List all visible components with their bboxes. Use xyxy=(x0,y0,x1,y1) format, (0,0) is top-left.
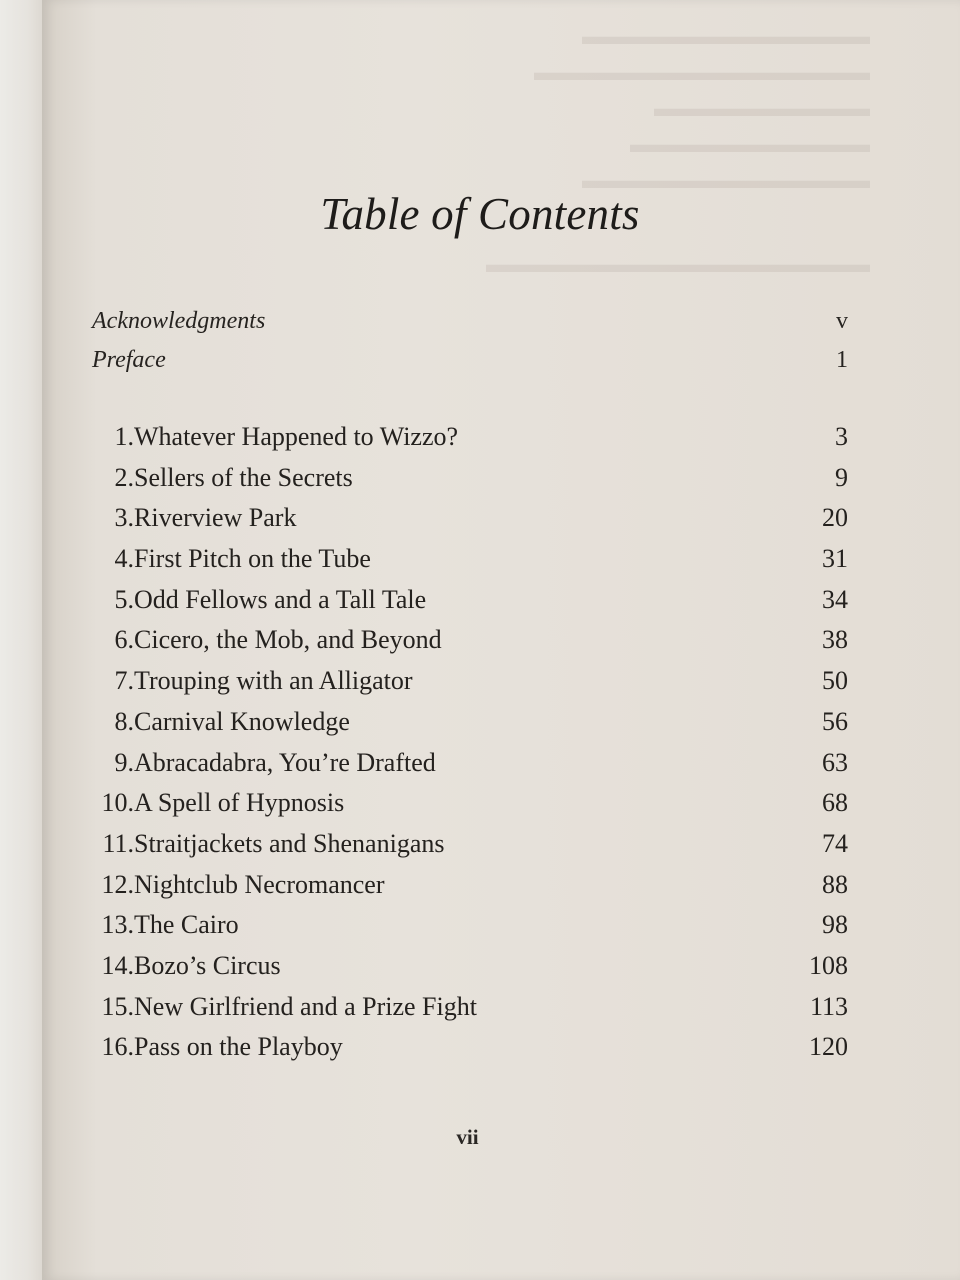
chapter-title: Whatever Happened to Wizzo? xyxy=(134,422,459,451)
chapter-page: 120 xyxy=(809,1032,848,1062)
front-matter-page: 1 xyxy=(836,347,848,373)
chapter-title: Cicero, the Mob, and Beyond xyxy=(134,625,442,655)
chapter-page: 9 xyxy=(835,462,848,492)
front-matter-page: v xyxy=(836,308,848,334)
chapter-title: Trouping with an Alligator xyxy=(134,666,413,696)
chapter-title: Riverview Park xyxy=(134,503,297,533)
chapter-title: Odd Fellows and a Tall Tale xyxy=(134,584,427,614)
front-matter-label: Acknowledgments xyxy=(92,308,266,334)
chapter-number: 9. xyxy=(114,747,134,777)
chapter-title: Nightclub Necromancer xyxy=(134,869,385,899)
chapter-title: The Cairo xyxy=(134,910,239,940)
chapter-row xyxy=(88,422,848,463)
chapter-page: 108 xyxy=(809,950,848,980)
chapter-title: Carnival Knowledge xyxy=(134,706,350,736)
chapter-number: 10. xyxy=(101,788,134,818)
chapter-page: 34 xyxy=(822,584,848,614)
chapter-row xyxy=(88,463,848,504)
page-folio: vii xyxy=(456,1125,479,1149)
chapter-page: 50 xyxy=(822,666,848,696)
chapter-list xyxy=(88,422,848,1073)
chapter-number: 12. xyxy=(101,869,134,899)
chapter-row xyxy=(88,992,848,1033)
chapter-page: 38 xyxy=(822,625,848,655)
chapter-row xyxy=(88,870,848,911)
chapter-page: 20 xyxy=(822,503,848,533)
chapter-title: First Pitch on the Tube xyxy=(134,544,371,574)
chapter-number: 2. xyxy=(114,462,134,492)
chapter-row xyxy=(88,748,848,789)
front-matter-preface xyxy=(92,347,848,374)
chapter-page: 63 xyxy=(822,747,848,777)
chapter-number: 3. xyxy=(114,503,134,533)
chapter-row xyxy=(88,585,848,626)
chapter-page: 113 xyxy=(809,991,848,1021)
page-title: Table of Contents xyxy=(320,189,640,239)
chapter-row xyxy=(88,1032,848,1073)
chapter-row xyxy=(88,666,848,707)
chapter-number: 6. xyxy=(114,625,134,655)
chapter-title: Bozo’s Circus xyxy=(134,950,281,980)
chapter-number: 4. xyxy=(114,544,134,574)
chapter-row xyxy=(88,951,848,992)
chapter-number: 13. xyxy=(101,910,134,940)
chapter-page: 31 xyxy=(822,544,848,574)
chapter-number: 8. xyxy=(114,706,134,736)
chapter-number: 7. xyxy=(114,666,134,696)
chapter-title: New Girlfriend and a Prize Fight xyxy=(134,991,477,1021)
chapter-title: A Spell of Hypnosis xyxy=(134,788,345,818)
chapter-title: Pass on the Playboy xyxy=(134,1032,343,1062)
front-matter-label: Preface xyxy=(92,347,166,373)
chapter-row xyxy=(88,829,848,870)
chapter-page: 98 xyxy=(822,910,848,940)
chapter-title: Abracadabra, You’re Drafted xyxy=(134,747,436,777)
chapter-page: 88 xyxy=(822,869,848,899)
chapter-number: 5. xyxy=(114,584,134,614)
chapter-page: 68 xyxy=(822,788,848,818)
chapter-row xyxy=(88,707,848,748)
chapter-title: Straitjackets and Shenanigans xyxy=(134,828,445,858)
chapter-page: 3 xyxy=(835,422,848,451)
chapter-row xyxy=(88,788,848,829)
chapter-row xyxy=(88,910,848,951)
chapter-number: 1. xyxy=(114,422,134,451)
chapter-number: 16. xyxy=(101,1032,134,1062)
chapter-page: 74 xyxy=(822,828,848,858)
front-matter-acknowledgments xyxy=(92,308,848,335)
chapter-title: Sellers of the Secrets xyxy=(134,462,353,492)
chapter-row xyxy=(88,503,848,544)
chapter-number: 11. xyxy=(102,828,134,858)
chapter-number: 15. xyxy=(101,991,134,1021)
chapter-page: 56 xyxy=(822,706,848,736)
chapter-row xyxy=(88,544,848,585)
chapter-number: 14. xyxy=(101,950,134,980)
chapter-row xyxy=(88,625,848,666)
